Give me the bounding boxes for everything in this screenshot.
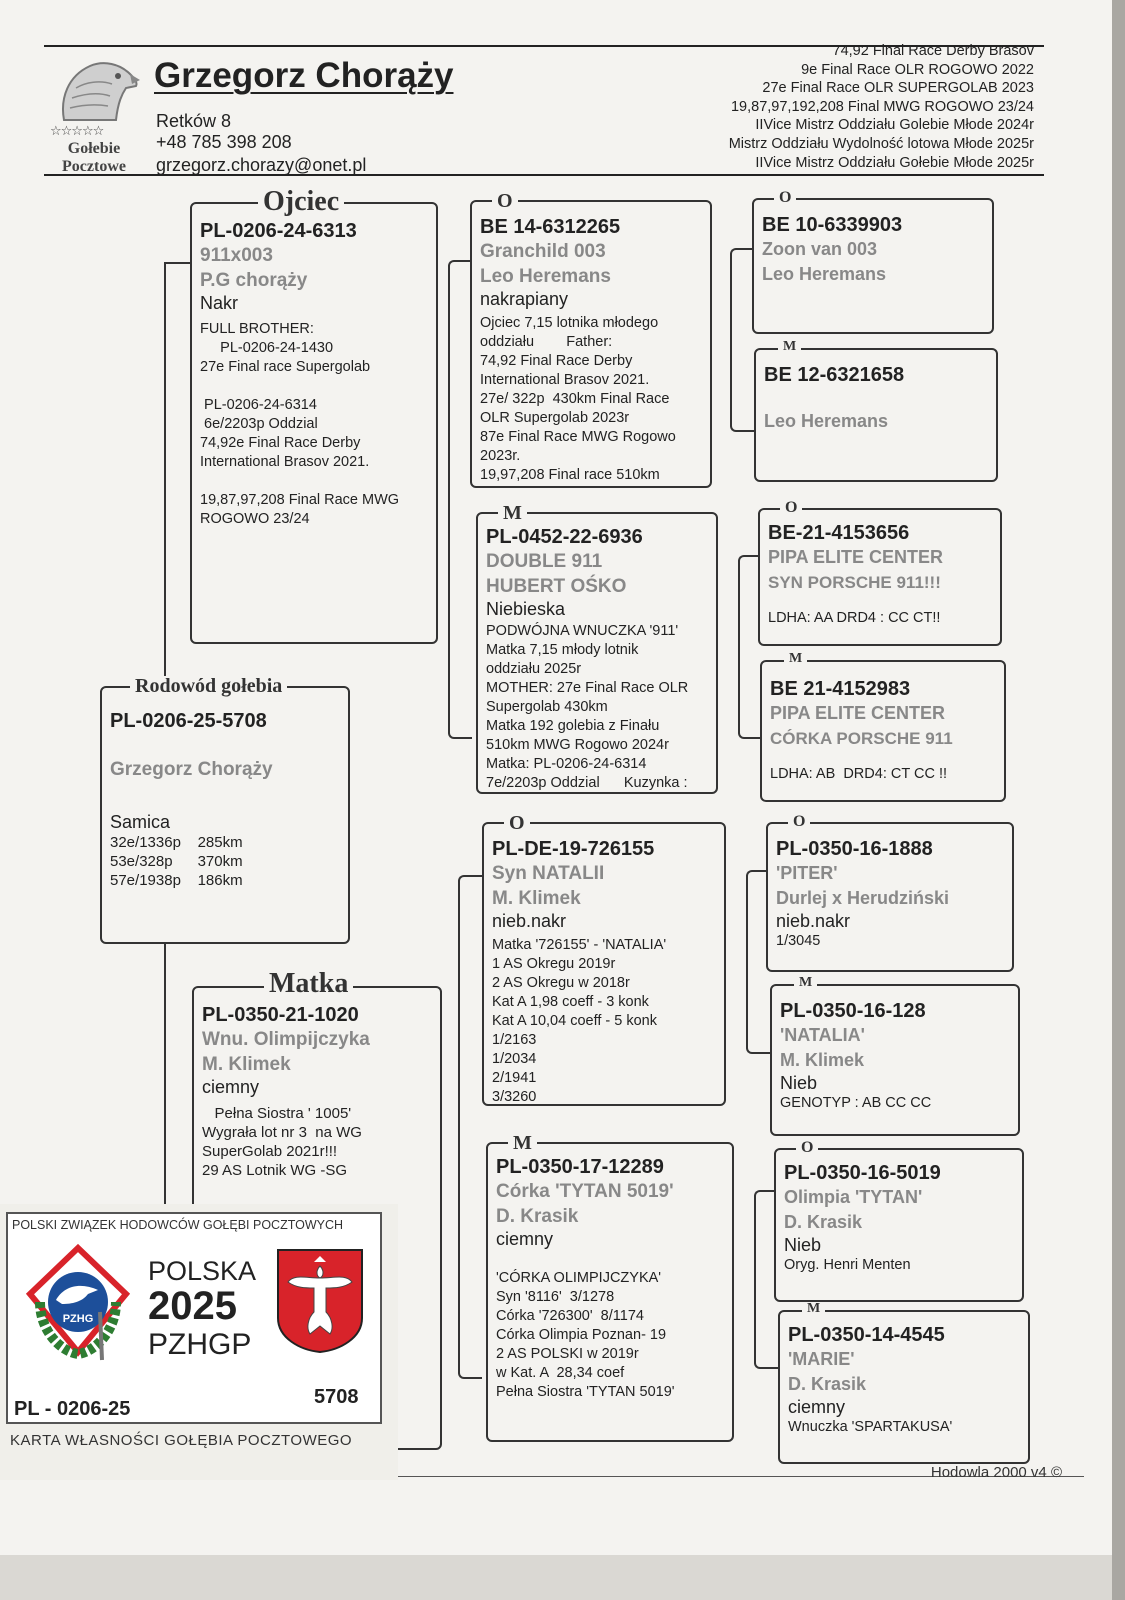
mm-breeder: D. Krasik (496, 1206, 579, 1227)
mmm-notes: Wnuczka 'SPARTAKUSA' (788, 1419, 953, 1435)
pzhgp-emblem-icon (22, 1242, 134, 1362)
fmm-notes: LDHA: AB DRD4: CT CC !! (770, 766, 947, 782)
fff-ring: BE 10-6339903 (762, 214, 903, 236)
ff-name: Granchild 003 (480, 241, 606, 262)
mm-color: ciemny (496, 1229, 554, 1249)
ffm-label: M (778, 340, 801, 354)
table-surface (0, 1555, 1112, 1600)
mff-box (766, 813, 1014, 972)
mmf-notes: Oryg. Henri Menten (784, 1257, 911, 1273)
connector-ff-parents (730, 248, 754, 432)
mm-label: M (508, 1133, 537, 1153)
subject-owner: Grzegorz Chorąży (110, 759, 273, 780)
mmf-breeder: D. Krasik (784, 1212, 863, 1232)
mfm-breeder: M. Klimek (780, 1050, 865, 1070)
mmm-breeder: D. Krasik (788, 1374, 867, 1394)
mmm-label: M (802, 1302, 825, 1316)
fmm-name: PIPA ELITE CENTER (770, 703, 946, 723)
mfm-box (770, 975, 1020, 1136)
mfm-label: M (794, 976, 817, 990)
mmf-box (774, 1139, 1024, 1302)
father-breeder: P.G chorąży (200, 270, 308, 291)
mfm-ring: PL-0350-16-128 (780, 1000, 926, 1022)
ff-notes: Ojciec 7,15 lotnika młodego oddziału Father: 74,92 Final Race Derby International Brasov 2021. 27e/ 322p 430km Final Race OLR Supergolab 2023r 87e Final Race MWG Rogowo 2023r. 19,97,208 Final race 510km (480, 315, 676, 483)
mfm-color: Nieb (780, 1073, 818, 1093)
achievement-item: 9e Final Race OLR ROGOWO 2022 (801, 61, 1034, 78)
fmm-ring: BE 21-4152983 (770, 678, 911, 700)
achievement-item: 74,92 Final Race Derby Brasov (832, 43, 1034, 59)
subject-box (100, 675, 350, 944)
fmm-breeder: CÓRKA PORSCHE 911 (770, 729, 953, 748)
mff-color: nieb.nakr (776, 911, 851, 931)
mf-name: Syn NATALII (492, 863, 605, 884)
mm-notes: 'CÓRKA OLIMPIJCZYKA' Syn '8116' 3/1278 Córka '726300' 8/1174 Córka Olimpia Poznan- 19 2 AS POLSKI w 2019r w Kat. A 28,34 coef Pełna Siostra 'TYTAN 5019' (496, 1270, 675, 1400)
stars-icon: ☆☆☆☆☆ (50, 124, 104, 139)
mf-breeder: M. Klimek (492, 888, 581, 909)
father-notes: FULL BROTHER: PL-0206-24-1430 27e Final race Supergolab PL-0206-24-6314 6e/2203p Oddzial 74,92e Final Race Derby International Brasov 2021. 19,87,97,208 Final Race MWG ROGOWO 23/24 (200, 321, 400, 527)
mm-name: Córka 'TYTAN 5019' (496, 1181, 674, 1202)
achievement-item: IIVice Mistrz Oddziału Gołebie Młode 2025r (755, 154, 1034, 171)
ff-ring: BE 14-6312265 (480, 216, 621, 238)
card-org: PZHGP (148, 1328, 252, 1361)
polish-eagle-icon (276, 1248, 364, 1354)
mother-breeder: M. Klimek (202, 1054, 291, 1075)
father-label: Ojciec (258, 188, 344, 216)
fm-name: DOUBLE 911 (486, 551, 603, 572)
mf-ring: PL-DE-19-726155 (492, 838, 655, 860)
fmm-box (760, 651, 1006, 802)
ff-box (470, 190, 712, 488)
page-edge-shadow (1112, 0, 1125, 1600)
fm-color: Niebieska (486, 599, 566, 619)
mff-name: 'PITER' (776, 863, 838, 883)
fm-breeder: HUBERT OŚKO (486, 576, 627, 597)
breeder-phone: +48 785 398 208 (156, 132, 292, 152)
mmm-box (778, 1301, 1030, 1464)
mother-ring: PL-0350-21-1020 (202, 1004, 359, 1026)
mmf-color: Nieb (784, 1235, 822, 1255)
fff-breeder: Leo Heremans (762, 264, 887, 284)
mother-color: ciemny (202, 1077, 260, 1097)
mff-label: O (788, 814, 810, 830)
fmf-name: PIPA ELITE CENTER (768, 547, 944, 567)
subject-sex: Samica (110, 812, 171, 832)
mf-color: nieb.nakr (492, 911, 567, 931)
card-header: POLSKI ZWIĄZEK HODOWCÓW GOŁĘBI POCZTOWYCH (12, 1218, 344, 1232)
subject-ring: PL-0206-25-5708 (110, 710, 267, 732)
achievement-item: 27e Final Race OLR SUPERGOLAB 2023 (762, 80, 1034, 97)
ff-label: O (492, 191, 518, 211)
fff-box (752, 189, 994, 334)
fm-label: M (498, 503, 527, 523)
fff-name: Zoon van 003 (762, 239, 878, 259)
fff-label: O (774, 190, 796, 206)
club-logo (46, 58, 142, 178)
mmm-color: ciemny (788, 1397, 846, 1417)
father-name: 911x003 (200, 245, 273, 266)
mf-box (482, 812, 726, 1106)
mmm-ring: PL-0350-14-4545 (788, 1324, 945, 1346)
breeder-name: Grzegorz Chorąży (154, 56, 454, 95)
mfm-name: 'NATALIA' (780, 1025, 865, 1045)
card-caption: KARTA WŁASNOŚCI GOŁĘBIA POCZTOWEGO (10, 1432, 353, 1449)
mmm-name: 'MARIE' (788, 1349, 855, 1369)
achievements-list (729, 42, 1034, 172)
fmf-ring: BE-21-4153656 (768, 522, 910, 544)
ffm-box (754, 339, 998, 482)
fmf-breeder: SYN PORSCHE 911!!! (768, 573, 941, 592)
card-badge: PZHG (62, 1313, 94, 1325)
card-ring-prefix: PL - 0206-25 (14, 1398, 131, 1420)
mff-notes: 1/3045 (776, 933, 821, 949)
mmf-name: Olimpia 'TYTAN' (784, 1187, 923, 1207)
mother-name: Wnu. Olimpijczyka (202, 1029, 370, 1050)
mmf-ring: PL-0350-16-5019 (784, 1162, 941, 1184)
mf-notes: Matka '726155' - 'NATALIA' 1 AS Okregu 2019r 2 AS Okregu w 2018r Kat A 1,98 coeff - 3 konk Kat A 10,04 coeff - 5 konk 1/2163 1/2034 2/1941 3/3260 (492, 937, 667, 1105)
achievement-item: IIVice Mistrz Oddziału Golebie Młode 2024r (755, 117, 1034, 134)
subject-title: Rodowód gołebia (130, 676, 287, 696)
mother-label: Matka (264, 970, 353, 998)
connector-father-parents (448, 260, 472, 739)
card-year: 2025 (148, 1284, 237, 1328)
breeder-address: Retków 8 (156, 111, 232, 131)
fmf-box (758, 499, 1002, 646)
ffm-ring: BE 12-6321658 (764, 364, 905, 386)
subject-results: 32e/1336p 285km 53e/328p 370km 57e/1938p 186km (110, 834, 243, 889)
fm-ring: PL-0452-22-6936 (486, 526, 643, 548)
logo-text-line2: Pocztowe (62, 158, 126, 175)
ownership-card (0, 1204, 398, 1480)
ff-color: nakrapiany (480, 289, 569, 309)
fmf-notes: LDHA: AA DRD4 : CC CT!! (768, 610, 941, 626)
connector-mother-parents (458, 875, 482, 1379)
mm-box (486, 1132, 734, 1442)
fm-notes: PODWÓJNA WNUCZKA '911' Matka 7,15 młody lotnik oddziału 2025r MOTHER: 27e Final Race OLR Supergolab 430km Matka 192 golebia z Finału 510km MWG Rogowo 2024r Matka: PL-0206-24-6314 7e/2203p Oddzial Kuzynka : (486, 623, 689, 791)
father-ring: PL-0206-24-6313 (200, 220, 357, 242)
mff-ring: PL-0350-16-1888 (776, 838, 933, 860)
logo-text-line1: Gołebie (67, 140, 121, 157)
card-country: POLSKA (148, 1256, 257, 1286)
footer-text: Hodowla 2000 v4 © (930, 1464, 1062, 1481)
pigeon-head-icon (46, 58, 142, 128)
achievement-item: 19,87,97,192,208 Final MWG ROGOWO 23/24 (730, 98, 1034, 115)
father-color: Nakr (200, 293, 239, 313)
ff-breeder: Leo Heremans (480, 266, 611, 287)
card-ring-number: 5708 (314, 1386, 359, 1408)
father-box (190, 186, 438, 644)
fmm-label: M (784, 652, 807, 666)
mother-notes: Pełna Siostra ' 1005' Wygrała lot nr 3 na WG SuperGolab 2021r!!! 29 AS Lotnik WG -SG (202, 1105, 362, 1179)
achievement-item: Mistrz Oddziału Wydolność lotowa Młode 2025r (728, 135, 1034, 152)
mff-breeder: Durlej x Herudziński (776, 888, 950, 908)
breeder-email: grzegorz.chorazy@onet.pl (156, 155, 367, 175)
mmf-label: O (796, 1140, 818, 1156)
fm-box (476, 502, 718, 794)
fmf-label: O (780, 500, 802, 516)
mfm-notes: GENOTYP : AB CC CC (780, 1095, 932, 1111)
ffm-breeder: Leo Heremans (764, 411, 889, 431)
mm-ring: PL-0350-17-12289 (496, 1156, 664, 1178)
ownership-card-frame (6, 1212, 382, 1424)
mf-label: O (504, 813, 530, 833)
